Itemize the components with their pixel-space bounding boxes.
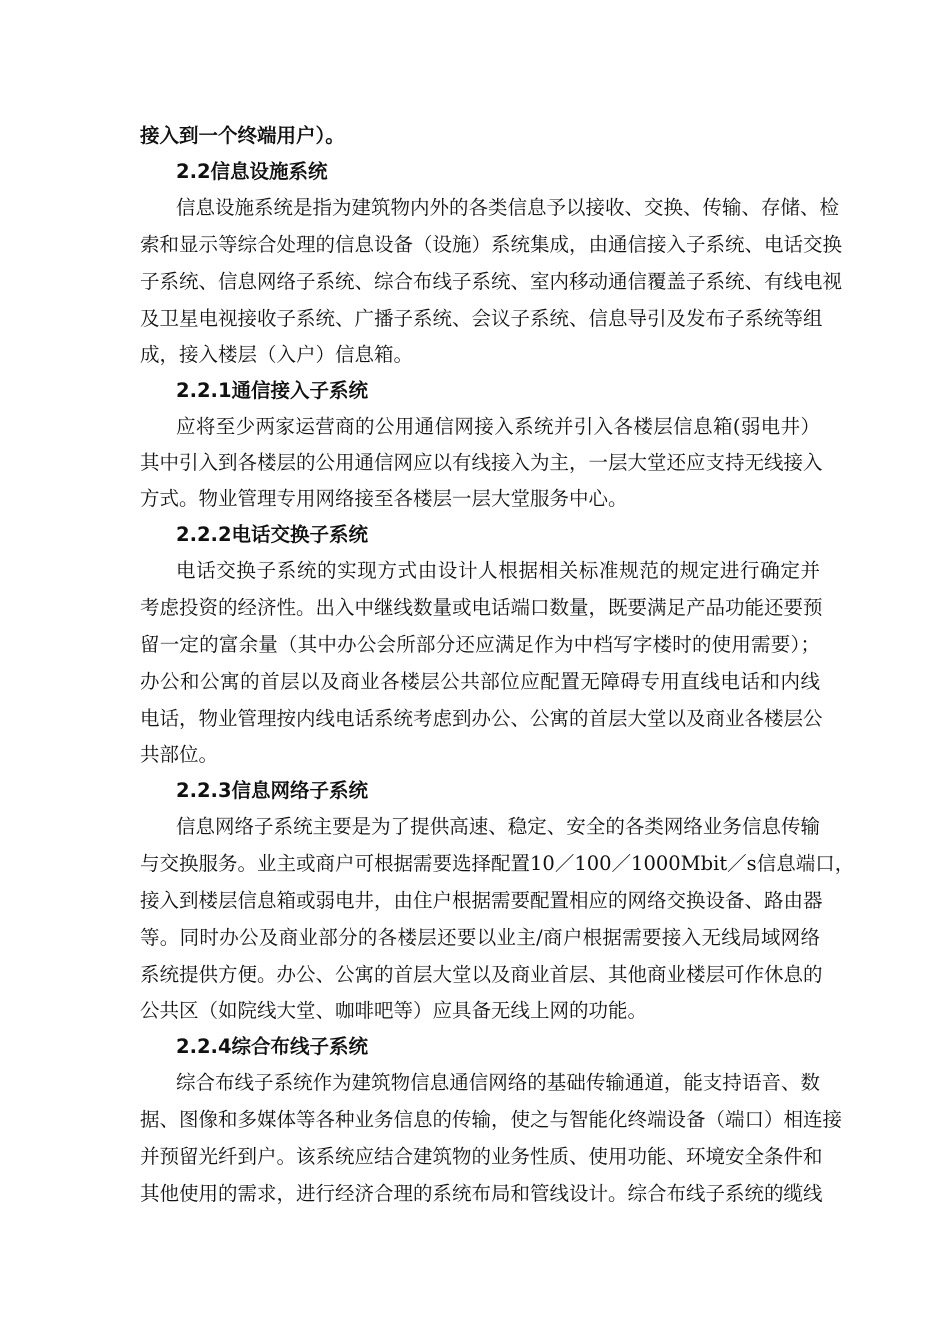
paragraph-line: 考虑投资的经济性。出入中继线数量或电话端口数量，既要满足产品功能还要预: [140, 596, 823, 619]
paragraph-line: 及卫星电视接收子系统、广播子系统、会议子系统、信息导引及发布子系统等组: [140, 307, 823, 330]
paragraph-line: 子系统、信息网络子系统、综合布线子系统、室内移动通信覆盖子系统、有线电视: [140, 270, 843, 293]
paragraph-line: 接入到一个终端用户）。: [140, 124, 345, 147]
paragraph-line: 综合布线子系统作为建筑物信息通信网络的基础传输通道，能支持语音、数: [176, 1071, 820, 1094]
paragraph-line: 成，接入楼层（入户）信息箱。: [140, 343, 414, 366]
section-heading-2-2-1: 2.2.1通信接入子系统: [176, 379, 369, 402]
section-heading-2-2-3: 2.2.3信息网络子系统: [176, 779, 369, 802]
paragraph-line: 等。同时办公及商业部分的各楼层还要以业主/商户根据需要接入无线局域网络: [140, 926, 820, 949]
paragraph-line: 信息设施系统是指为建筑物内外的各类信息予以接收、交换、传输、存储、检: [176, 196, 840, 219]
section-heading-2-2-2: 2.2.2电话交换子系统: [176, 523, 369, 546]
paragraph-line: 电话，物业管理按内线电话系统考虑到办公、公寓的首层大堂以及商业各楼层公: [140, 707, 823, 730]
paragraph-line: 公共区（如院线大堂、咖啡吧等）应具备无线上网的功能。: [140, 999, 648, 1022]
section-heading-2-2-4: 2.2.4综合布线子系统: [176, 1035, 369, 1058]
paragraph-line: 系统提供方便。办公、公寓的首层大堂以及商业首层、其他商业楼层可作休息的: [140, 963, 823, 986]
paragraph-line: 其他使用的需求，进行经济合理的系统布局和管线设计。综合布线子系统的缆线: [140, 1182, 823, 1205]
paragraph-line: 办公和公寓的首层以及商业各楼层公共部位应配置无障碍专用直线电话和内线: [140, 670, 820, 693]
paragraph-line: 共部位。: [140, 743, 219, 766]
paragraph-line: 应将至少两家运营商的公用通信网接入系统并引入各楼层信息箱(弱电井）: [176, 415, 820, 438]
paragraph-line: 其中引入到各楼层的公用通信网应以有线接入为主，一层大堂还应支持无线接入: [140, 451, 823, 474]
paragraph-line: 信息网络子系统主要是为了提供高速、稳定、安全的各类网络业务信息传输: [176, 815, 820, 838]
paragraph-line: 索和显示等综合处理的信息设备（设施）系统集成，由通信接入子系统、电话交换: [140, 233, 843, 256]
paragraph-line: 电话交换子系统的实现方式由设计人根据相关标准规范的规定进行确定并: [176, 559, 820, 582]
section-heading-2-2: 2.2信息设施系统: [176, 160, 328, 183]
paragraph-line: 接入到楼层信息箱或弱电井，由住户根据需要配置相应的网络交换设备、路由器: [140, 889, 823, 912]
paragraph-line: 留一定的富余量（其中办公会所部分还应满足作为中档写字楼时的使用需要）；: [140, 633, 820, 656]
paragraph-line: 并预留光纤到户。该系统应结合建筑物的业务性质、使用功能、环境安全条件和: [140, 1145, 823, 1168]
paragraph-line: 方式。物业管理专用网络接至各楼层一层大堂服务中心。: [140, 487, 628, 510]
paragraph-line: 与交换服务。业主或商户可根据需要选择配置10／100／1000Mbit／s信息端口，: [140, 852, 855, 875]
paragraph-line: 据、图像和多媒体等各种业务信息的传输，使之与智能化终端设备（端口）相连接: [140, 1108, 843, 1131]
